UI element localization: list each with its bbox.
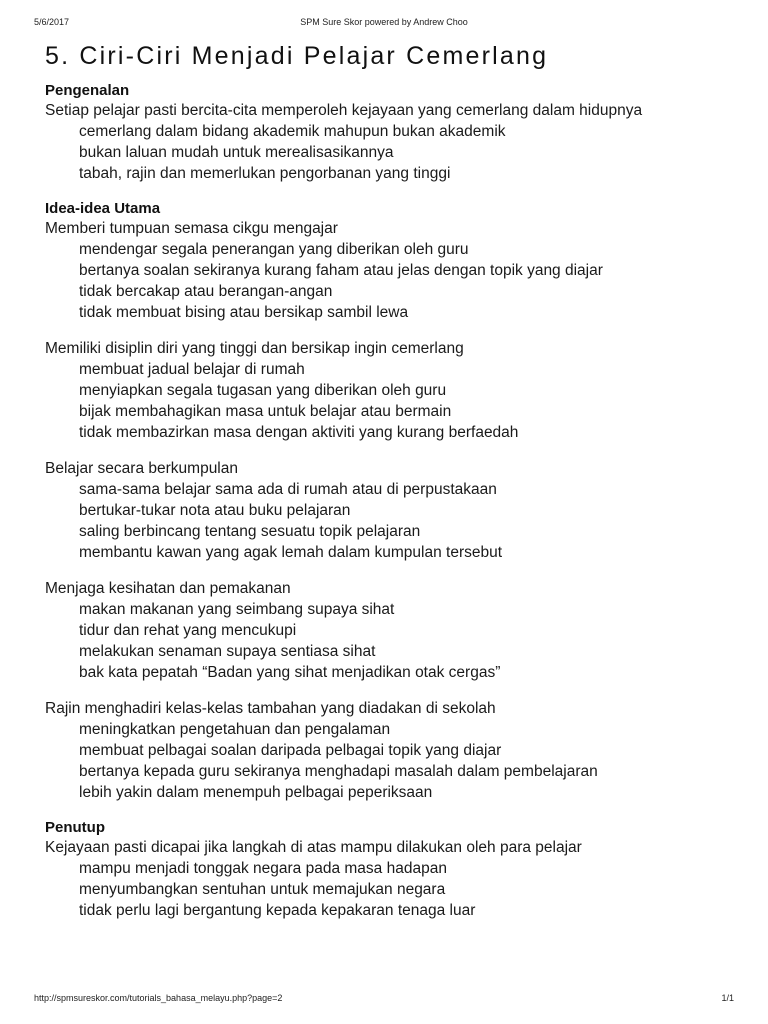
idea-sub-point: sama-sama belajar sama ada di rumah atau di perpustakaan [79, 481, 497, 498]
idea-sub-point: lebih yakin dalam menempuh pelbagai peperiksaan [79, 784, 433, 801]
idea-sub-point: bijak membahagikan masa untuk belajar atau bermain [79, 403, 452, 420]
closing-sub-point: tidak perlu lagi bergantung kepada kepakaran tenaga luar [79, 902, 476, 919]
closing-section [45, 818, 735, 921]
idea-sub-point: menyiapkan segala tugasan yang diberikan oleh guru [79, 382, 447, 399]
idea-main-point: Menjaga kesihatan dan pemakanan [45, 580, 291, 597]
idea-sub-point: membantu kawan yang agak lemah dalam kumpulan tersebut [79, 544, 503, 561]
idea-group [45, 578, 735, 683]
idea-sub-point: mendengar segala penerangan yang diberikan oleh guru [79, 241, 469, 258]
closing-sub-point: menyumbangkan sentuhan untuk memajukan negara [79, 881, 446, 898]
idea-sub-point: membuat pelbagai soalan daripada pelbagai topik yang diajar [79, 742, 502, 759]
print-date: 5/6/2017 [34, 17, 70, 27]
idea-group [45, 218, 735, 323]
idea-sub-point: bertukar-tukar nota atau buku pelajaran [79, 502, 351, 519]
idea-sub-point: tidak membuat bising atau bersikap sambil lewa [79, 304, 409, 321]
print-footer [0, 993, 768, 1007]
idea-main-point: Rajin menghadiri kelas-kelas tambahan yang diadakan di sekolah [45, 700, 496, 717]
intro-sub-point: cemerlang dalam bidang akademik mahupun bukan akademik [79, 123, 506, 140]
idea-sub-point: bertanya kepada guru sekiranya menghadapi masalah dalam pembelajaran [79, 763, 598, 780]
idea-sub-point: bertanya soalan sekiranya kurang faham atau jelas dengan topik yang diajar [79, 262, 603, 279]
idea-sub-point: tidak membazirkan masa dengan aktiviti yang kurang berfaedah [79, 424, 519, 441]
idea-sub-point: bak kata pepatah “Badan yang sihat menjadikan otak cergas” [79, 664, 501, 681]
closing-main-point: Kejayaan pasti dicapai jika langkah di atas mampu dilakukan oleh para pelajar [45, 839, 582, 856]
page-count: 1/1 [721, 993, 734, 1003]
main-ideas-section [45, 199, 735, 803]
idea-sub-point: meningkatkan pengetahuan dan pengalaman [79, 721, 391, 738]
intro-heading: Pengenalan [45, 82, 130, 99]
main-ideas-heading: Idea-idea Utama [45, 200, 161, 217]
idea-group [45, 458, 735, 563]
idea-group [45, 698, 735, 803]
page-title: 5. Ciri-Ciri Menjadi Pelajar Cemerlang [45, 42, 549, 70]
idea-sub-point: membuat jadual belajar di rumah [79, 361, 305, 378]
idea-sub-point: tidur dan rehat yang mencukupi [79, 622, 297, 639]
idea-sub-point: melakukan senaman supaya sentiasa sihat [79, 643, 376, 660]
idea-main-point: Memiliki disiplin diri yang tinggi dan bersikap ingin cemerlang [45, 340, 464, 357]
print-header [0, 17, 768, 31]
print-url: http://spmsureskor.com/tutorials_bahasa_melayu.php?page=2 [34, 993, 283, 1003]
document-content [45, 40, 735, 936]
idea-group [45, 338, 735, 443]
closing-heading: Penutup [45, 819, 105, 836]
intro-sub-point: bukan laluan mudah untuk merealisasikannya [79, 144, 394, 161]
idea-sub-point: saling berbincang tentang sesuatu topik pelajaran [79, 523, 421, 540]
closing-sub-point: mampu menjadi tonggak negara pada masa hadapan [79, 860, 447, 877]
idea-main-point: Belajar secara berkumpulan [45, 460, 238, 477]
intro-section [45, 81, 735, 184]
intro-main-point: Setiap pelajar pasti bercita-cita memperoleh kejayaan yang cemerlang dalam hidupnya [45, 102, 643, 119]
intro-sub-point: tabah, rajin dan memerlukan pengorbanan yang tinggi [79, 165, 451, 182]
idea-sub-point: makan makanan yang seimbang supaya sihat [79, 601, 395, 618]
idea-sub-point: tidak bercakap atau berangan-angan [79, 283, 333, 300]
print-header-title: SPM Sure Skor powered by Andrew Choo [300, 17, 468, 27]
idea-main-point: Memberi tumpuan semasa cikgu mengajar [45, 220, 338, 237]
